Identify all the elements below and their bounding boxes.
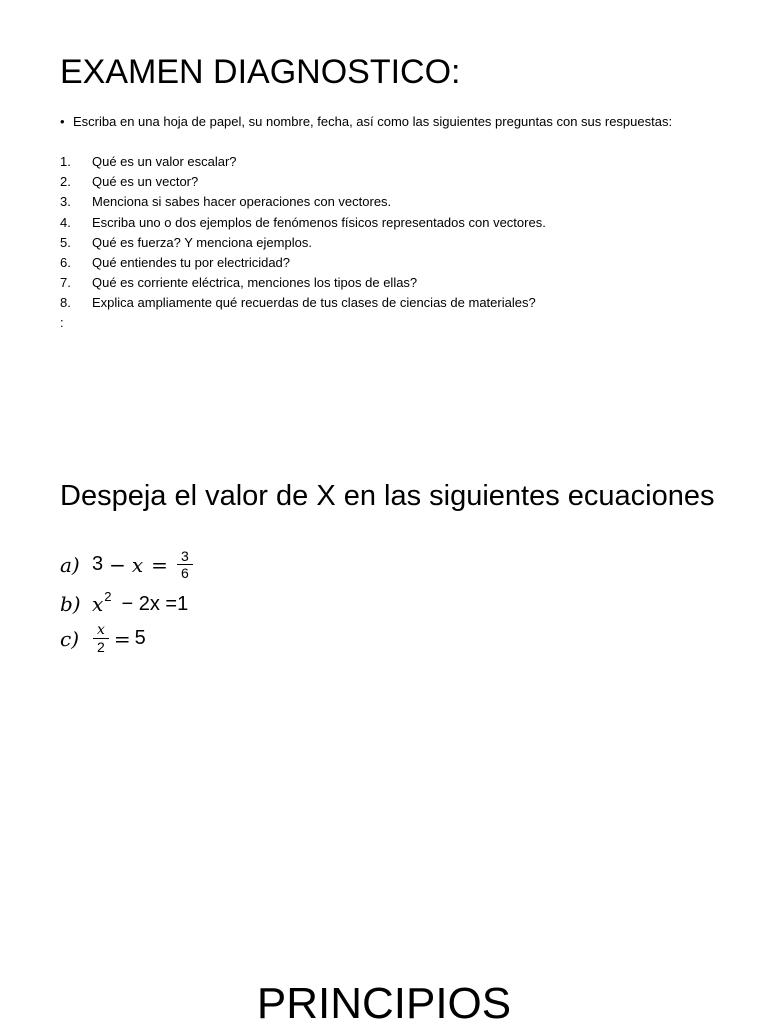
- trailing-colon: :: [60, 315, 64, 330]
- equals-sign: =: [151, 552, 168, 577]
- question-number: 4.: [60, 214, 71, 230]
- question-number: 5.: [60, 234, 71, 250]
- fraction: [179, 548, 191, 581]
- equals-sign: =: [113, 626, 131, 651]
- list-item: [60, 172, 546, 192]
- question-text: Menciona si sabes hacer operaciones con vectores.: [92, 194, 392, 210]
- instructions: [60, 113, 672, 131]
- question-number: 8.: [60, 295, 71, 311]
- equation-term: 3: [92, 553, 104, 575]
- list-item: [60, 253, 546, 273]
- question-list: [60, 152, 546, 314]
- question-text: Qué es un valor escalar?: [92, 154, 237, 169]
- section-heading: Despeja el valor de X en las siguientes ecuaciones: [60, 480, 715, 512]
- question-text: Escriba uno o dos ejemplos de fenómenos físicos representados con vectores.: [92, 214, 546, 230]
- equation-rest: − 2x =1: [121, 592, 189, 615]
- list-item: [60, 233, 546, 253]
- question-text: Qué es fuerza? Y menciona ejemplos.: [92, 234, 312, 250]
- question-text: Qué es corriente eléctrica, menciones los tipos de ellas?: [92, 275, 418, 291]
- question-number: 2.: [60, 174, 71, 190]
- equation-b: [60, 588, 189, 616]
- denominator: 2: [97, 639, 105, 655]
- question-text: Qué es un vector?: [92, 174, 199, 190]
- question-number: 1.: [60, 154, 71, 169]
- list-item: [60, 152, 546, 172]
- denominator: 6: [180, 565, 189, 581]
- question-text: Explica ampliamente qué recuerdas de tus clases de ciencias de materiales?: [92, 295, 536, 311]
- equation-a: [60, 548, 194, 581]
- equation-label: a): [60, 552, 80, 577]
- equation-label: c): [60, 626, 80, 651]
- numerator: x: [97, 622, 105, 638]
- next-page-title: PRINCIPIOS: [256, 979, 512, 1028]
- question-number: 3.: [60, 194, 71, 210]
- fraction: [95, 622, 107, 655]
- variable: x: [131, 552, 144, 577]
- question-number: 7.: [60, 275, 71, 291]
- list-item: [60, 273, 546, 293]
- variable: x: [92, 592, 104, 616]
- equation-label: b): [60, 592, 81, 616]
- instructions-text: Escriba en una hoja de papel, su nombre, fecha, así como las siguientes preguntas con sus respuestas:: [73, 114, 673, 129]
- exam-title: EXAMEN DIAGNOSTICO:: [60, 53, 461, 91]
- minus-sign: −: [109, 552, 126, 577]
- bullet-icon: •: [60, 114, 65, 129]
- question-number: 6.: [60, 254, 71, 270]
- numerator: 3: [180, 548, 189, 564]
- question-text: Qué entiendes tu por electricidad?: [92, 254, 291, 270]
- equation-c: [60, 622, 146, 655]
- list-item: [60, 213, 546, 233]
- list-item: [60, 293, 546, 313]
- list-item: [60, 192, 546, 212]
- exponent: 2: [104, 588, 112, 604]
- equation-rhs: 5: [134, 627, 146, 649]
